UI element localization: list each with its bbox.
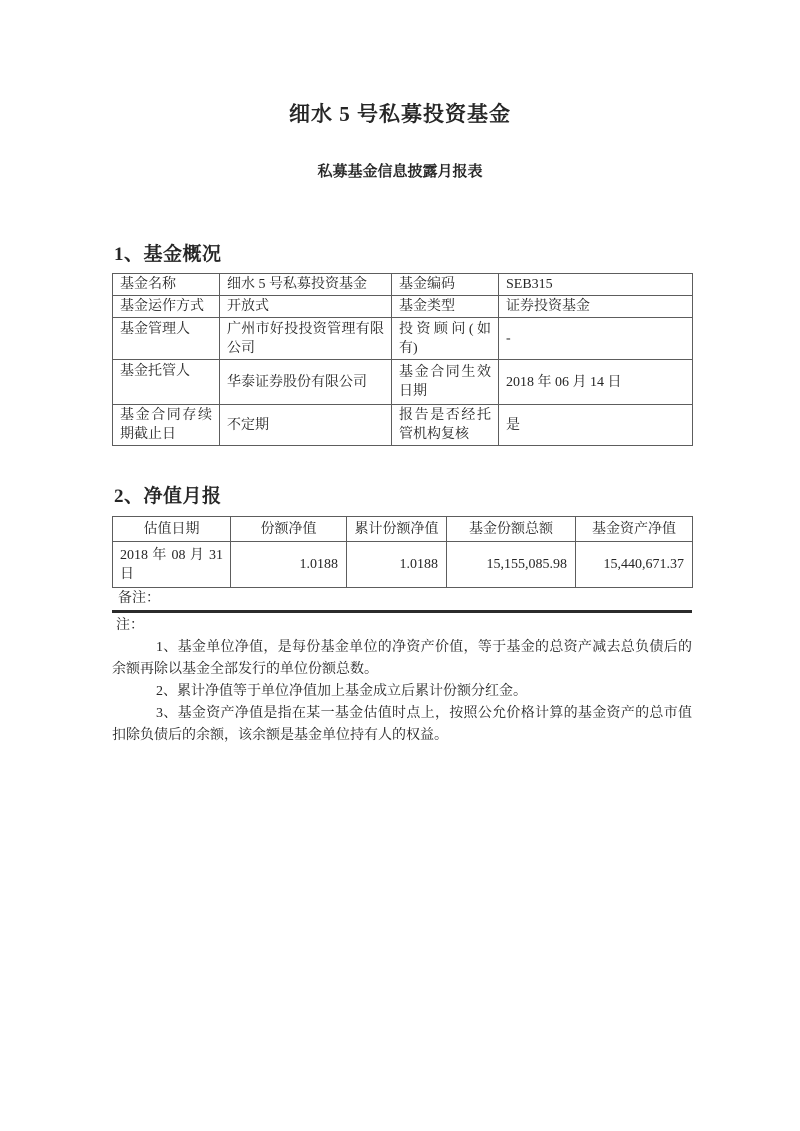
table-row bbox=[113, 296, 693, 318]
table-row bbox=[113, 542, 693, 588]
field-value-cell: 2018 年 06 月 14 日 bbox=[499, 360, 693, 405]
field-value-cell: SEB315 bbox=[499, 274, 693, 296]
field-label-cell: 报告是否经托管机构复核 bbox=[392, 405, 499, 446]
remarks-row bbox=[112, 588, 692, 613]
cumulative-nav-cell: 1.0188 bbox=[347, 542, 447, 588]
remarks-label: 备注： bbox=[118, 591, 160, 606]
field-label-cell: 投资顾问(如有) bbox=[392, 318, 499, 360]
field-value-cell: 细水 5 号私募投资基金 bbox=[220, 274, 392, 296]
field-value-cell: 华泰证券股份有限公司 bbox=[220, 360, 392, 405]
field-value-cell: - bbox=[499, 318, 693, 360]
column-header: 累计份额净值 bbox=[347, 517, 447, 542]
valuation-date-cell: 2018 年 08 月 31 日 bbox=[113, 542, 231, 588]
unit-nav-cell: 1.0188 bbox=[231, 542, 347, 588]
column-header: 基金资产净值 bbox=[576, 517, 693, 542]
field-label-cell: 基金运作方式 bbox=[113, 296, 220, 318]
note-item: 3、基金资产净值是指在某一基金估值时点上，按照公允价格计算的基金资产的总市值扣除负债后的余额，该余额是基金单位持有人的权益。 bbox=[112, 706, 692, 743]
notes-section bbox=[112, 615, 692, 747]
field-value-cell: 广州市好投投资管理有限公司 bbox=[220, 318, 392, 360]
table-header-row bbox=[113, 517, 693, 542]
document-subtitle: 私募基金信息披露月报表 bbox=[317, 164, 483, 180]
net-assets-cell: 15,440,671.37 bbox=[576, 542, 693, 588]
field-value-cell: 开放式 bbox=[220, 296, 392, 318]
nav-monthly-table bbox=[112, 516, 693, 588]
note-item: 2、累计净值等于单位净值加上基金成立后累计份额分红金。 bbox=[156, 684, 527, 699]
field-label-cell: 基金托管人 bbox=[113, 360, 220, 405]
field-label-cell: 基金编码 bbox=[392, 274, 499, 296]
fund-overview-table bbox=[112, 273, 693, 446]
column-header: 份额净值 bbox=[231, 517, 347, 542]
table-row bbox=[113, 274, 693, 296]
column-header: 估值日期 bbox=[113, 517, 231, 542]
note-item: 1、基金单位净值，是每份基金单位的净资产价值，等于基金的总资产减去总负债后的余额再除以基金全部发行的单位份额总数。 bbox=[112, 640, 692, 677]
section2-heading: 2、净值月报 bbox=[114, 486, 222, 507]
section1-heading: 1、基金概况 bbox=[114, 244, 222, 265]
column-header: 基金份额总额 bbox=[447, 517, 576, 542]
table-row bbox=[113, 360, 693, 405]
field-value-cell: 证券投资基金 bbox=[499, 296, 693, 318]
table-row bbox=[113, 318, 693, 360]
field-label-cell: 基金名称 bbox=[113, 274, 220, 296]
total-shares-cell: 15,155,085.98 bbox=[447, 542, 576, 588]
table-row bbox=[113, 405, 693, 446]
notes-label: 注： bbox=[116, 618, 144, 633]
document-title: 细水 5 号私募投资基金 bbox=[289, 102, 511, 126]
field-label-cell: 基金合同存续期截止日 bbox=[113, 405, 220, 446]
field-value-cell: 是 bbox=[499, 405, 693, 446]
field-label-cell: 基金管理人 bbox=[113, 318, 220, 360]
field-label-cell: 基金合同生效日期 bbox=[392, 360, 499, 405]
field-value-cell: 不定期 bbox=[220, 405, 392, 446]
field-label-cell: 基金类型 bbox=[392, 296, 499, 318]
